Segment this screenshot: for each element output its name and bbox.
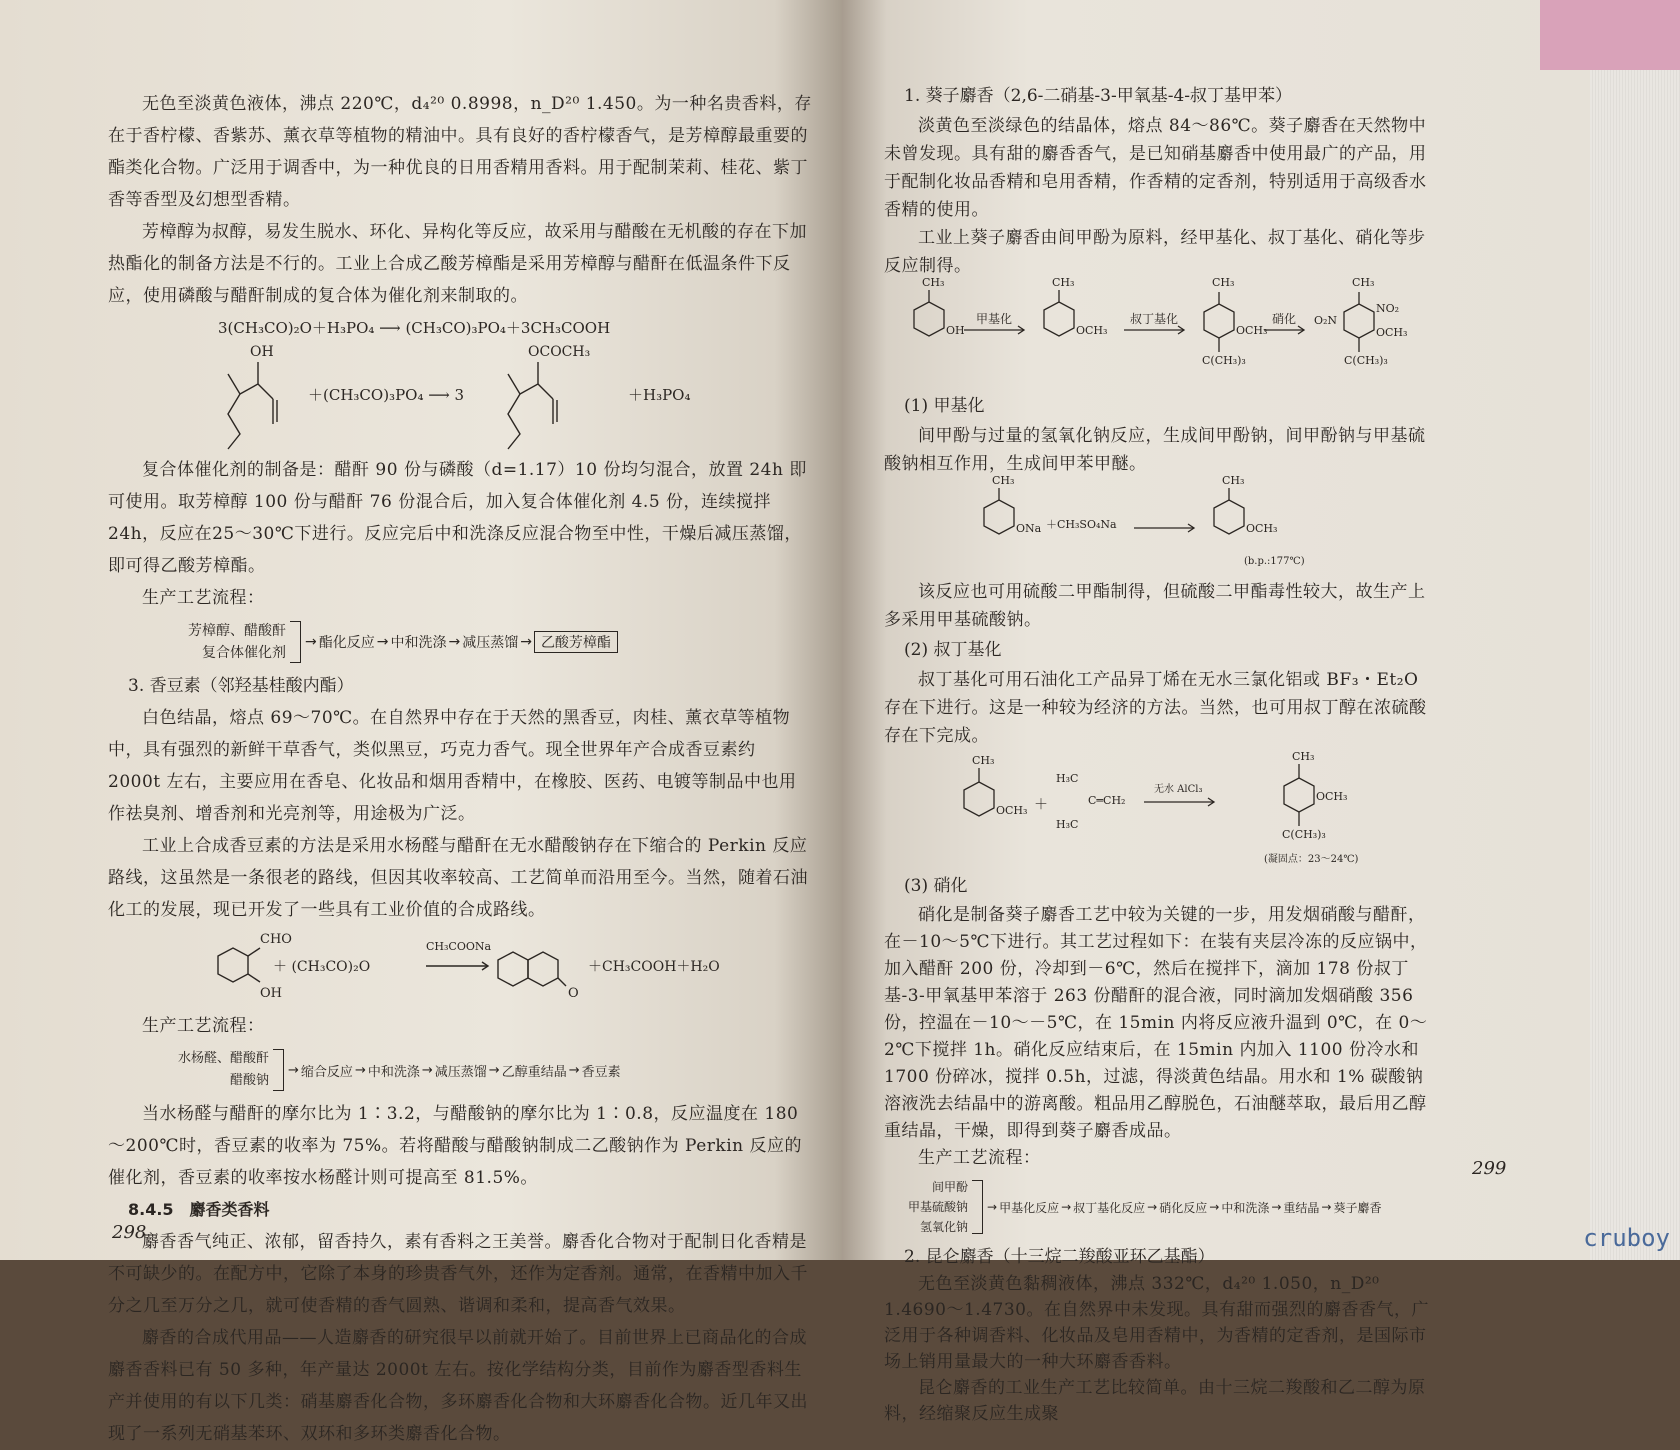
arrow-icon: → <box>520 634 532 650</box>
flow-step: 叔丁基化反应 <box>1073 1200 1146 1215</box>
flow-product: 乙酸芳樟酯 <box>534 631 618 653</box>
acetoxy-label: OCOCH₃ <box>528 344 591 360</box>
catalyst-label: 无水 AlCl₃ <box>1154 784 1203 795</box>
step-label: 甲基化 <box>976 312 1013 326</box>
flow-product: 香豆素 <box>581 1064 621 1080</box>
arrow-icon: → <box>448 634 461 650</box>
flow-bracket <box>290 621 301 663</box>
paragraph: 当水杨醛与醋酐的摩尔比为 1∶3.2，与醋酸钠的摩尔比为 1∶0.8，反应温度在 180～200℃时，香豆素的收率为 75%。若将醋酸与醋酸钠制成二乙酸钠作为 Perkin 反应的催化剂，香豆素的收率按水杨醛计则可提高至 81.5%。 <box>108 1104 803 1188</box>
carbonyl-label: O <box>568 986 579 1001</box>
methyl-label: CH₃ <box>1222 474 1245 487</box>
flow-input: 复合体催化剂 <box>202 645 286 661</box>
step-label: 叔丁基化 <box>1130 312 1179 326</box>
subsection-heading: (1) 甲基化 <box>904 396 985 416</box>
nitro-label: NO₂ <box>1376 302 1400 315</box>
page-number: 298 <box>112 1222 147 1243</box>
paragraph: 叔丁基化可用石油化工产品异丁烯在无水三氯化铝或 BF₃・Et₂O 存在下进行。这是一种较为经济的方法。当然，也可用叔丁醇在浓硫酸存在下完成。 <box>884 670 1427 746</box>
background-cover <box>1540 0 1680 70</box>
methyl-label: CH₃ <box>1352 276 1375 289</box>
methoxy-label: OCH₃ <box>996 804 1028 817</box>
page-edges <box>1590 0 1680 1260</box>
arrow-icon: → <box>987 1200 998 1214</box>
flow-step: 缩合反应 <box>300 1064 353 1080</box>
paragraph: 芳樟醇为叔醇，易发生脱水、环化、异构化等反应，故采用与醋酸在无机酸的存在下加热酯化的制备方法是不行的。工业上合成乙酸芳樟酯是采用芳樟醇与醋酐在低温条件下反应，使用磷酸与醋酐制成的复合体为催化剂来制取的。 <box>108 222 807 306</box>
flow-inputs <box>188 620 286 664</box>
hydroxyl-label: OH <box>260 986 282 1001</box>
flow-inputs <box>178 1048 269 1092</box>
plus-sign: ＋ <box>1034 797 1048 813</box>
scheme-musk-ambrette <box>884 276 1440 390</box>
paragraph: 工业上葵子麝香由间甲酚为原料，经甲基化、叔丁基化、硝化等步反应制得。 <box>884 228 1426 276</box>
step-label: 硝化 <box>1272 312 1297 326</box>
flow-step: 中和洗涤 <box>1221 1200 1270 1215</box>
methyl-label: CH₃ <box>1212 276 1235 289</box>
arrow-icon: → <box>568 1062 580 1078</box>
arrow-icon: → <box>421 1062 433 1078</box>
page-number: 299 <box>1472 1158 1507 1179</box>
methoxy-label: OCH₃ <box>1376 326 1408 339</box>
methyl-label: CH₃ <box>992 474 1015 487</box>
arrow-icon: → <box>288 1062 299 1078</box>
flow-step: 甲基化反应 <box>999 1200 1060 1215</box>
equation-middle: ＋ (CH₃CO)₂O <box>273 959 371 975</box>
flow-step: 酯化反应 <box>318 635 375 651</box>
methyl-label: CH₃ <box>1292 750 1315 763</box>
paragraph: 昆仑麝香的工业生产工艺比较简单。由十三烷二羧酸和乙二醇为原料，经缩聚反应生成聚 <box>884 1378 1426 1424</box>
methyl-label: CH₃ <box>922 276 945 289</box>
flow-step: 减压蒸馏 <box>462 635 519 651</box>
flow-bracket <box>273 1049 284 1091</box>
process-flow-linalyl <box>188 620 812 664</box>
reagent-label: ＋CH₃SO₄Na <box>1046 518 1117 531</box>
scheme-structures <box>884 280 1444 390</box>
methyl-label: H₃C <box>1056 818 1079 831</box>
flow-input: 甲基硫酸钠 <box>908 1200 969 1214</box>
flow-input: 间甲酚 <box>932 1180 969 1194</box>
flow-step: 中和洗涤 <box>390 635 447 651</box>
hydroxyl-label: OH <box>946 324 965 337</box>
arrow-icon: → <box>1061 1200 1072 1214</box>
methoxy-label: OCH₃ <box>1076 324 1108 337</box>
arrow-icon: → <box>1147 1200 1158 1214</box>
paragraph: 该反应也可用硫酸二甲酯制得，但硫酸二甲酯毒性较大，故生产上多采用甲基硫酸钠。 <box>884 582 1426 630</box>
subsection-heading: (2) 叔丁基化 <box>904 640 1002 660</box>
hydroxyl-label: OH <box>250 344 274 360</box>
page-right <box>842 0 1590 1424</box>
arrow-icon: → <box>305 634 317 650</box>
page-left <box>0 0 842 1444</box>
flow-product: 葵子麝香 <box>1333 1200 1382 1215</box>
paragraph: 无色至淡黄色液体，沸点 220℃，d₄²⁰ 0.8998，n_D²⁰ 1.450。为一种名贵香料，存在于香柠檬、香紫苏、薰衣草等植物的精油中。具有良好的香柠檬香气，是芳樟醇最重要的酯类化合物。广泛用于调香中，为一种优良的日用香精用香料。用于配制茉莉、桂花、紫丁香等香型及幻想型香精。 <box>108 94 812 210</box>
paragraph: 无色至淡黄色黏稠液体，沸点 332℃，d₄²⁰ 1.050，n_D²⁰ 1.4690～1.4730。在自然界中未发现。具有甜而强烈的麝香香气，广泛用于各种调香料、化妆品及皂用香精中，为香精的定香剂，是国际市场上销用量最大的一种大环麝香香料。 <box>884 1274 1429 1372</box>
watermark: cruboy <box>1583 1224 1670 1252</box>
methoxy-label: OCH₃ <box>1316 790 1348 803</box>
aldehyde-label: CHO <box>260 932 292 947</box>
flow-step: 乙醇重结晶 <box>501 1064 567 1080</box>
paragraph: 淡黄色至淡绿色的结晶体，熔点 84～86℃。葵子麝香在天然物中未曾发现。具有甜的麝香香气，是已知硝基麝香中使用最广的产品，用于配制化妆品香精和皂用香精，作香精的定香剂，特别适用于高级香水香精的使用。 <box>884 116 1427 220</box>
tert-butyl-label: C(CH₃)₃ <box>1344 354 1388 367</box>
equation-linalyl-acetate <box>108 344 812 454</box>
flow-input: 芳樟醇、醋酸酐 <box>188 623 286 639</box>
subsection-heading: (3) 硝化 <box>904 876 968 896</box>
arrow-icon: → <box>1271 1200 1282 1214</box>
equation-phosphate: 3(CH₃CO)₂O＋H₃PO₄ ⟶ (CH₃CO)₃PO₄＋3CH₃COOH <box>218 319 611 337</box>
tert-butyl-label: C(CH₃)₃ <box>1202 354 1246 367</box>
section-heading: 3. 香豆素（邻羟基桂酸内酯） <box>128 676 354 696</box>
flow-bracket <box>972 1180 983 1234</box>
flow-input: 氢氧化钠 <box>920 1220 969 1234</box>
melting-point-label: (凝固点：23～24℃) <box>1264 854 1359 865</box>
equation-middle: ＋(CH₃CO)₃PO₄ ⟶ 3 <box>308 386 465 404</box>
paragraph: 工业上合成香豆素的方法是采用水杨醛与醋酐在无水醋酸钠存在下缩合的 Perkin 反应路线，这虽然是一条很老的路线，但因其收率较高、工艺简单而沿用至今。当然，随着石油化工的发展，现已开发了一些具有工业价值的合成路线。 <box>108 836 808 920</box>
catalyst-label: CH₃COONa <box>426 940 492 953</box>
paragraph: 白色结晶，熔点 69～70℃。在自然界中存在于天然的黑香豆，肉桂、薰衣草等植物中，具有强烈的新鲜干草香气，类似黑豆，巧克力香气。现全世界年产合成香豆素约 2000t 左右，主要应用在香皂、化妆品和烟用香精中，在橡胶、医药、电镀等制品中也用作祛臭剂、增香剂和光亮剂等，用途极为广泛。 <box>108 708 797 824</box>
flow-inputs <box>908 1177 968 1237</box>
tert-butyl-label: C(CH₃)₃ <box>1282 828 1326 841</box>
equation-right: ＋H₃PO₄ <box>628 386 691 404</box>
flow-step: 减压蒸馏 <box>434 1064 487 1080</box>
equation-right: ＋CH₃COOH＋H₂O <box>588 959 720 975</box>
equation-methylation <box>884 474 1440 578</box>
methyl-label: CH₃ <box>972 754 995 767</box>
paragraph: 间甲酚与过量的氢氧化钠反应，生成间甲酚钠，间甲酚钠与甲基硫酸钠相互作用，生成间甲苯甲醚。 <box>884 426 1426 474</box>
methyl-label: CH₃ <box>1052 276 1075 289</box>
flow-step: 重结晶 <box>1283 1200 1320 1215</box>
paragraph: 复合体催化剂的制备是：醋酐 90 份与磷酸（d=1.17）10 份均匀混合，放置 24h 即可使用。取芳樟醇 100 份与醋酐 76 份混合后，加入复合体催化剂 4.5 份，连续搅拌 24h，反应在25～30℃下进行。反应完后中和洗涤反应混合物至中性，干燥后减压蒸馏，即可得乙酸芳樟酯。 <box>108 460 807 576</box>
section-heading: 2. 昆仑麝香（十三烷二羧酸亚环乙基酯） <box>904 1247 1215 1267</box>
methyl-label: H₃C <box>1056 772 1079 785</box>
boiling-point-label: (b.p.:177℃) <box>1244 556 1305 567</box>
methoxy-label: OCH₃ <box>1236 324 1268 337</box>
equation-coumarin <box>108 926 812 1010</box>
flow-input: 醋酸钠 <box>230 1073 270 1088</box>
alkene-label: C═CH₂ <box>1088 794 1126 807</box>
flow-title: 生产工艺流程： <box>142 588 265 608</box>
section-heading: 1. 葵子麝香（2,6-二硝基-3-甲氧基-4-叔丁基甲苯） <box>904 86 1293 106</box>
section-heading: 8.4.5 麝香类香料 <box>128 1200 270 1219</box>
phenolate-label: ONa <box>1016 522 1042 535</box>
equation-butylation <box>884 750 1440 870</box>
nitro-label: O₂N <box>1314 314 1338 327</box>
arrow-icon: → <box>488 1062 500 1078</box>
paragraph: 硝化是制备葵子麝香工艺中较为关键的一步，用发烟硝酸与醋酐，在－10～5℃下进行。其工艺过程如下：在装有夹层冷冻的反应锅中，加入醋酐 200 份，冷却到－6℃，然后在搅拌下，滴加 178 份叔丁基-3-甲氧基甲苯溶于 263 份醋酐的混合液，同时滴加发烟硝酸 356 份，控温在－10～－5℃，在 15min 内将反应液升温到 0℃，在 0～2℃下搅拌 1h。硝化反应结束后，在 15min 内加入 1100 份冷水和 1700 份碎冰，搅拌 0.5h，过滤，得淡黄色结晶。用水和 1% 碳酸钠溶液洗去结晶中的游离酸。粗品用乙醇脱色，石油醚萃取，最后用乙醇重结晶，干燥，即得到葵子麝香成品。 <box>884 905 1428 1141</box>
methoxy-label: OCH₃ <box>1246 522 1278 535</box>
flow-step: 硝化反应 <box>1159 1200 1208 1215</box>
flow-input: 水杨醛、醋酸酐 <box>178 1051 270 1066</box>
process-flow-musk <box>908 1177 1440 1237</box>
arrow-icon: → <box>376 634 389 650</box>
arrow-icon: → <box>1321 1200 1332 1214</box>
process-flow-coumarin <box>178 1048 812 1092</box>
flow-title: 生产工艺流程： <box>918 1148 1041 1168</box>
paragraph: 麝香香气纯正、浓郁，留香持久，素有香料之王美誉。麝香化合物对于配制日化香精是不可缺少的。在配方中，它除了本身的珍贵香气外，还作为定香剂。通常，在香精中加入千分之几至万分之几，就可使香精的香气圆熟、谐调和柔和，提高香气效果。 <box>108 1232 808 1316</box>
paragraph: 麝香的合成代用品——人造麝香的研究很早以前就开始了。目前世界上已商品化的合成麝香香料已有 50 多种，年产量达 2000t 左右。按化学结构分类，目前作为麝香型香料生产并使用的有以下几类：硝基麝香化合物，多环麝香化合物和大环麝香化合物。近几年又出现了一系列无硝基苯环、双环和多环类麝香化合物。 <box>108 1328 808 1444</box>
flow-title: 生产工艺流程： <box>142 1016 265 1036</box>
arrow-icon: → <box>1209 1200 1220 1214</box>
flow-step: 中和洗涤 <box>367 1064 420 1080</box>
arrow-icon: → <box>354 1062 366 1078</box>
